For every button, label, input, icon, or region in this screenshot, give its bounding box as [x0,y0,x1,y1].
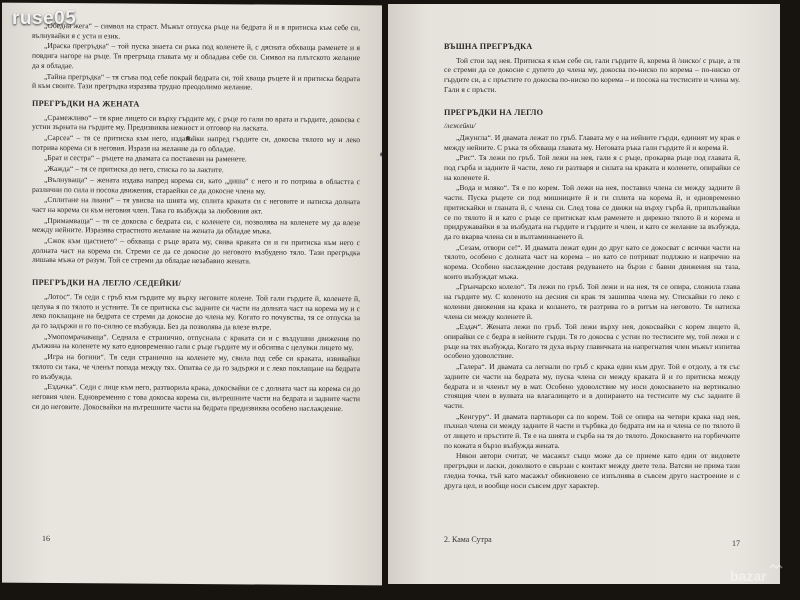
paragraph: „Умопомрачаваща“. Седнала е странично, отпуснала с краката си и с въздушни движения по дължина на коленете му като едновременно гали с ръце гърдите му и обсипва с целувки лицето му. [32,331,360,353]
paragraph: Той стои зад нея. Притиска я към себе си, гали гърдите й, корема й /ниско/ с ръце, а тя се стреми да се докосне с дупето до члена му, докосва по-ниско по корема – по-ниско от гърдите си, а с пръстите го докосва по-ниско по корема – и посока на тестисите и члена му. Гали я с пръсти. [444,55,740,94]
paragraph: „Вода и мляко“. Тя е по корем. Той лежи на нея, поставил члена си между задните й части. Пуска ръцете си под мишниците й и ги сплита на корема й, и едновременно притискайки и гланата й, с членa си. След това се движи на върху гърба й, приплъзвайки се по тялото й и като с ръце се притискат към раменете и дирекно тялото й и коремa и придружавайки я за възбудата на гърдите и гърдите и член, и като се желание за възбужда, да го вкарва члена си в вълтаминнаенето й. [444,183,740,241]
site-watermark: ruse05 [12,8,77,29]
section-heading-outer: ВЪШНА ПРЕГРЪДКА [444,42,533,51]
paragraph: „Сезам, отвори се!“. И двамата лежат един до друг като се докосват с всички части на тялото, особено с долната част на корема – но като се потриват подлжно и напречно на корема. Особено наслаждение доставя редуването на бързи с бавни движения на тазa, които възбуждат мъжа. [444,242,740,281]
paragraph: „Игра на богини“. Тя седи странично на коленете му, свила под себе си краката, извивайки тялото си така, че членът попада между тях. Опитва се да го задържи и с леко поклащане на бедрата го възбужда. [32,352,360,381]
paragraph: „Ирaска прегръдка“ – той пуска знаета си ръка под коленете й, с дясната обхваща раменете и я повдига нагоре на ръце. Тя прегръща главата му и обладава себе си. Символ на плътското желание да я обладае. [32,41,360,70]
paragraph: „Кенгуру“. И двамата партньори са по корем. Той се опира на четири крака над нея, пъхнал члена си между задните й части и търбвка до бедрата им на и члена се по тялото й от лицето и пръстите й. Тя е на шията и гърба на тя до тялото. Докосването на горбичките по кожата я бързо възбужда жената. [444,411,740,450]
paragraph: „Джунгла“. И двамата лежат по гръб. Главата му е на нейните гърди, единият му крак е между нейните. С ръка тя обхваща главата му. Неговата ръка гали гърдите й и корема й. [444,132,740,152]
paragraph: „Примамваща“ – тя се докосва с бедрата си, с коленете си, позволява на коленете му да влезе между нейните. Изразява страстното желание на жената да обладае мъжа. [32,215,360,236]
paragraph: „Брат и сестра“ – ръцете на двамата са поставени на раменете. [44,153,247,164]
paragraph: „Обедна жега“ – символ на страст. Мъжът отпуска ръце на бедрата й и я притиска към себе си, вълнувайки я с уста и език. [32,20,360,41]
paragraph: „Ездачка“. Седи с лице към него, разтворила крака, докосвайки се с долната част на корема си до неговия член. Едновременно с това докосва корема си, вътрешните части на бедрата и задните части си до неговите. Докосвайки на вътрешните части на бедрата предизвиква особено наслаждение. [32,382,360,413]
page-number: 17 [732,539,740,548]
section-subtitle: /лежейки/ [444,121,476,131]
paragraph: „Сарсеа“ – тя се притиска към него, издавайки напред гърдите си, докосва тялото му и леко потрива корема си в неговия. Изразя на желание да го обладае. [32,132,360,154]
paragraph: Някои автори считат, че масажът също може да се приеме като един от видовете прегръдки и ласки, доколкото е свързан с контакт между двете тела. Ватсяи не прима тази гледна точка, тъй като масажът обикновено се изпълнява в съвсем друго настроение и с друга цел, и вообще носи съвсем друг характер. [444,451,740,490]
paragraph: „Жажда“ – тя се притиска до него, стиска го за лактите. [44,164,224,175]
bazar-logo-icon [726,562,786,590]
right-page [388,4,780,584]
paragraph: „Ездач“. Жената лежи по гръб. Той лежи върху нея, докосвайки с корем лицето й, опирайки се с бедра в нейните гърди. Тя го докосва с устни по тестисите му, той лежи и с ръце на тях възбужда, Когато тя духа върху главичката на напрегнатия член мъжът изпитва особено удоволствие. [444,322,740,361]
intro-section [32,21,360,93]
lying-embraces-section [444,133,740,490]
section-heading-sitting: ПРЕГРЪДКИ НА ЛЕГЛО /СЕДЕЙКИ/ [32,278,181,289]
outer-embrace-section [444,56,740,95]
paragraph: „Сплитане на лиани“ – тя увисва на шията му, сплита краката си с неговите и натиска долната част на корема си към неговия член. Така го възбужда за любовния акт. [32,195,360,216]
paragraph: „Лотос“. Тя седи с гръб към гърдите му върху неговите колене. Той гали гърдите й, коленете й, целува я по тялото и устните. Тя се притиска със задните си части на долната част на корема му и с леко поклащане на бедрата се стреми да докосне до члена му. Когато го почувства, тя се отпуска за да го задържи и го по-силно се възбужда. Без да позволява да влезе вътре. [32,291,360,332]
left-text-column [32,21,360,415]
paragraph: „Рис“. Тя лежи по гръб. Той лежи на нея, гали я с ръце, прокарва ръце под главата й, под гърба и задните й части, леко ги разтваря и силата на краката и коленете, опирайки се на коленете й. [444,153,740,182]
chapter-footer: 2. Кама Сутра [444,535,492,544]
paragraph: „Грънчарско колело“. Тя лежи по гръб. Той лежи и на нея, тя се опира, сложила глава на гърдите му. С коленото на десния си крак тя зашипва члена му. Стискайки го леко с коленни движения на крака и колането, тя разтрива го в ритъм на неговото. Тя натиска члена си между коленете й. [444,282,740,321]
right-text-column [444,34,740,491]
paragraph: „Сжок към щастието“ – обхваща с ръце врата му, свива краката си и ги притиска към него с долната част на корема си. Стреми се да се докосне до неговото възбудено тяло. Тази прегръдка лишава мъжа от разум. Той се стреми да обладае незабавно жената. [32,236,360,266]
paragraph: „Вълнуваща“ – жената издава напред корема си, като „диша“ с него и го потрива в областта с различни по сила и посока движения, стараейки се да докосне члена му. [32,174,360,196]
section-heading-lying: ПРЕГРЪДКИ НА ЛЕГЛО [444,107,544,117]
book-spread [2,0,792,600]
woman-embraces-section [32,113,360,268]
sitting-embraces-section [32,292,360,414]
section-heading-woman: ПРЕГРЪДКИ НА ЖЕНАТА [32,98,140,109]
paragraph: „Тайна прегръдка“ – тя сгъва под себе покрай бедрата си, той хваща ръцете й и притиска бедрата й към своите. Тази прегръдка изразява трудно преодолимо желание. [32,71,360,92]
left-page [2,3,382,586]
paragraph: „Срамежливо“ – тя крие лицето си върху гърдите му, с ръце го гали по врата и гърдите, докосва с устни зърната на гърдите му. Предизвиква нежност и отговор на ласката. [32,112,360,133]
binding-hole [380,152,382,156]
page-number: 16 [42,533,50,544]
paragraph: „Галера“. И двамата са легнали по гръб с крака един към друг. Той е отдолу, а тя със задните си части на бедрата му, пуска члена си между краката й и го притиска между бедрата и и членът му в мат. Особено удоволствие му носи докосването на вертикално стоящия член в вулвата на влагалището и в допирането на тестисите му със задните й части. [444,362,740,410]
svg-text:bazar: bazar [730,568,767,584]
